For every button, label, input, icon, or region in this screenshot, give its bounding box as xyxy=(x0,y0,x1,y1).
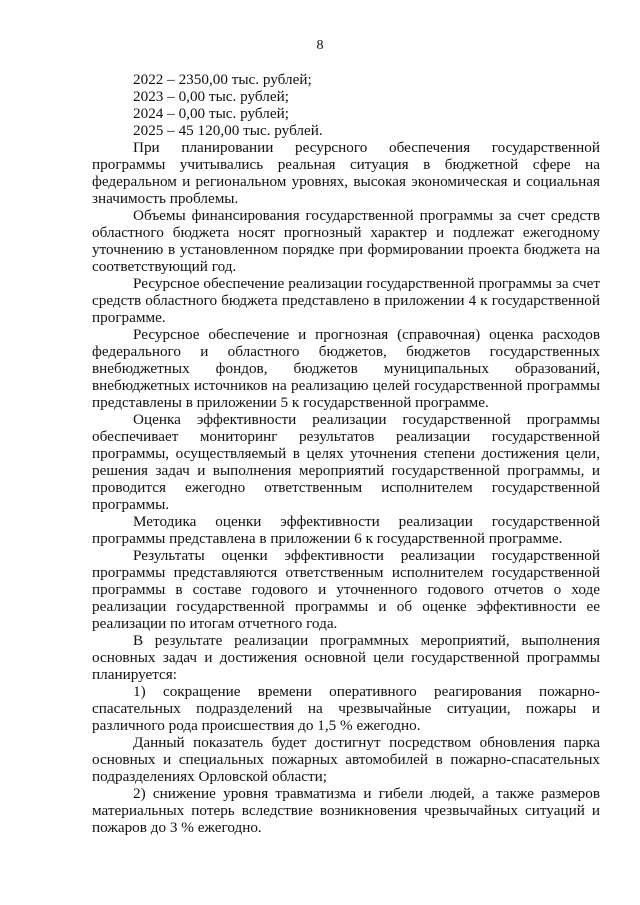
funding-by-year-list xyxy=(92,71,600,139)
paragraph-regional-budget-appendix: Ресурсное обеспечение реализации государственной программы за счет средств областного бюджета представлено в приложении 4 к государственной программе. xyxy=(92,275,600,326)
page-number: 8 xyxy=(316,38,324,53)
paragraph-forecast-appendix: Ресурсное обеспечение и прогнозная (справочная) оценка расходов федерального и областного бюджетов, бюджетов государственных внебюджетных фондов, бюджетов муниципальных образований, внебюджетных источников на реализацию целей государственной программы представлены в приложении 5 к государственной программе. xyxy=(92,326,600,411)
paragraph-outcome-1: 1) сокращение времени оперативного реагирования пожарно-спасательных подразделений на чрезвычайные ситуации, пожары и различного рода происшествия до 1,5 % ежегодно. xyxy=(92,683,600,734)
paragraph-indicator-achievement: Данный показатель будет достигнут посредством обновления парка основных и специальных пожарных автомобилей в пожарно-спасательных подразделениях Орловской области; xyxy=(92,734,600,785)
paragraph-planned-outcomes: В результате реализации программных мероприятий, выполнения основных задач и достижения основной цели государственной программы планируется: xyxy=(92,632,600,683)
paragraph-assessment-results: Результаты оценки эффективности реализации государственной программы представляются ответственным исполнителем государственной программы в составе годового и уточненного годового отчетов о ходе реализации государственной программы и об оценке эффективности ее реализации по итогам отчетного года. xyxy=(92,547,600,632)
funding-year-line: 2022 – 2350,00 тыс. рублей; xyxy=(133,71,312,88)
page-body xyxy=(92,71,600,836)
paragraph-funding-volumes: Объемы финансирования государственной программы за счет средств областного бюджета носят прогнозный характер и подлежат ежегодному уточнению в установленном порядке при формировании проекта бюджета на соответствующий год. xyxy=(92,207,600,275)
paragraph-outcome-2: 2) снижение уровня травматизма и гибели людей, а также размеров материальных потерь вследствие возникновения чрезвычайных ситуаций и пожаров до 3 % ежегодно. xyxy=(92,785,600,836)
funding-year-line: 2023 – 0,00 тыс. рублей; xyxy=(133,88,289,105)
funding-year-line: 2024 – 0,00 тыс. рублей; xyxy=(133,105,289,122)
funding-year-line: 2025 – 45 120,00 тыс. рублей. xyxy=(133,122,323,139)
paragraph-efficiency-assessment: Оценка эффективности реализации государственной программы обеспечивает мониторинг результатов реализации государственной программы, осуществляемый в целях уточнения степени достижения цели, решения задач и выполнения мероприятий государственной программы, и проводится ежегодно ответственным исполнителем государственной программы. xyxy=(92,411,600,513)
paragraph-resource-planning: При планировании ресурсного обеспечения государственной программы учитывались реальная ситуация в бюджетной сфере на федеральном и региональном уровнях, высокая экономическая и социальная значимость проблемы. xyxy=(92,139,600,207)
paragraph-methodology: Методика оценки эффективности реализации государственной программы представлена в приложении 6 к государственной программе. xyxy=(92,513,600,547)
